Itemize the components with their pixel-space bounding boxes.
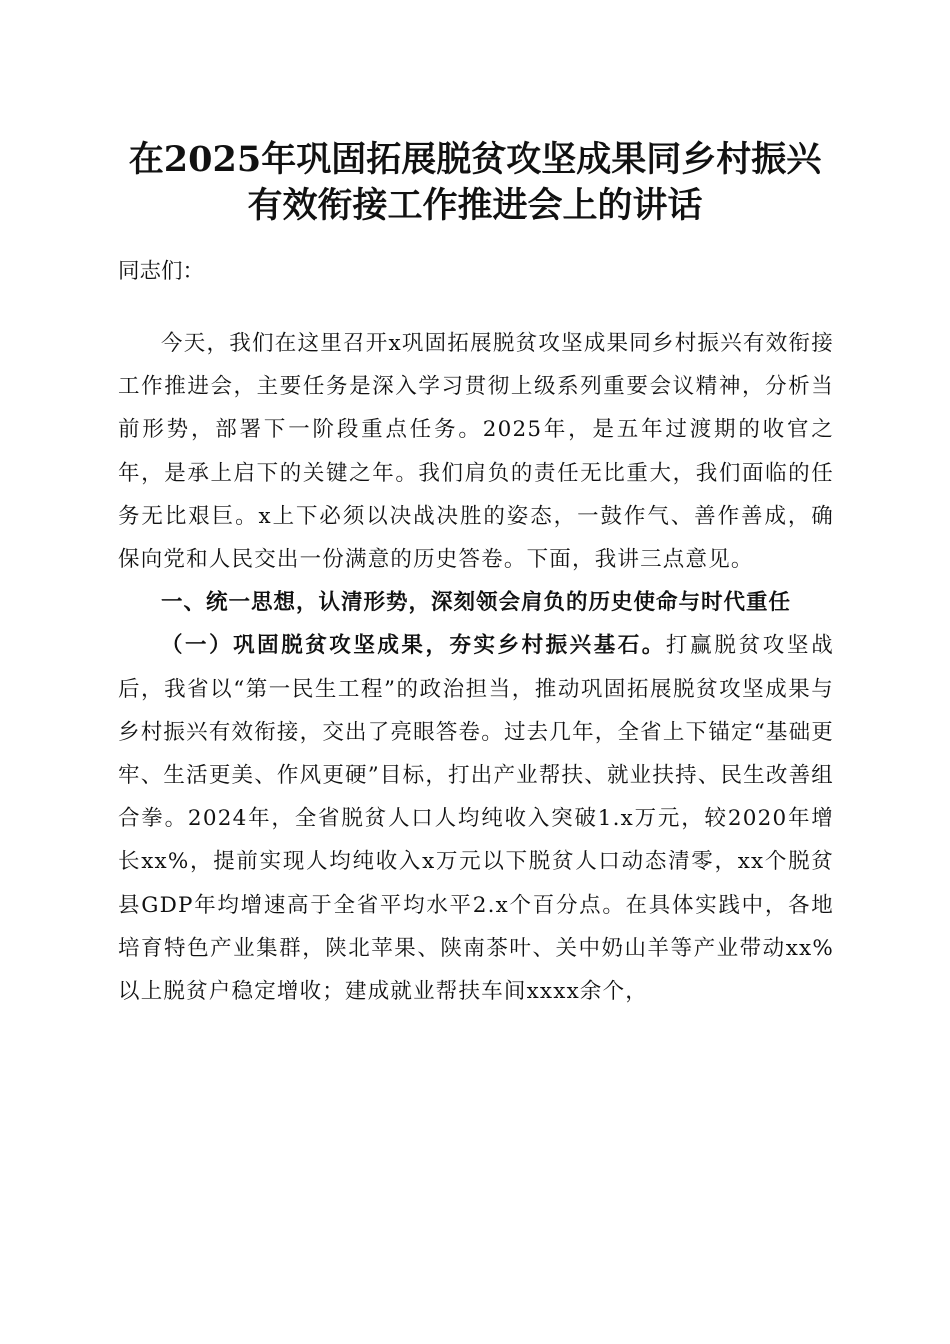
paragraph-subsection-1 bbox=[118, 624, 834, 1013]
section-heading-1: 一、统一思想，认清形势，深刻领会肩负的历史使命与时代重任 bbox=[161, 590, 792, 616]
document-body bbox=[118, 322, 834, 1013]
subsection-text-1: 打赢脱贫攻坚战后，我省以“第一民生工程”的政治担当，推动巩固拓展脱贫攻坚成果与乡村振兴有效衔接，交出了亮眼答卷。过去几年，全省上下锚定“基础更牢、生活更美、作风更硬”目标，打出产业帮扶、就业扶持、民生改善组合拳。2024年，全省脱贫人口人均纯收入突破1.x万元，较2020年增长xx%，提前实现人均纯收入x万元以下脱贫人口动态清零，xx个脱贫县GDP年均增速高于全省平均水平2.x个百分点。在具体实践中，各地培育特色产业集群，陕北苹果、陕南茶叶、关中奶山羊等产业带动xx%以上脱贫户稳定增收；建成就业帮扶车间xxxx余个， bbox=[118, 633, 834, 1005]
document-title-line-2: 有效衔接工作推进会上的讲话 bbox=[247, 185, 703, 226]
salutation: 同志们： bbox=[118, 259, 205, 284]
subsection-heading-1: （一）巩固脱贫攻坚成果，夯实乡村振兴基石。 bbox=[161, 633, 666, 659]
paragraph-opening: 今天，我们在这里召开x巩固拓展脱贫攻坚成果同乡村振兴有效衔接工作推进会，主要任务是深入学习贯彻上级系列重要会议精神，分析当前形势，部署下一阶段重点任务。2025年，是五年过渡期的收官之年，是承上启下的关键之年。我们肩负的责任无比重大，我们面临的任务无比艰巨。x上下必须以决战决胜的姿态，一鼓作气、善作善成，确保向党和人民交出一份满意的历史答卷。下面，我讲三点意见。 bbox=[118, 331, 834, 573]
document-title-line-1: 在2025年巩固拓展脱贫攻坚成果同乡村振兴 bbox=[128, 139, 822, 180]
